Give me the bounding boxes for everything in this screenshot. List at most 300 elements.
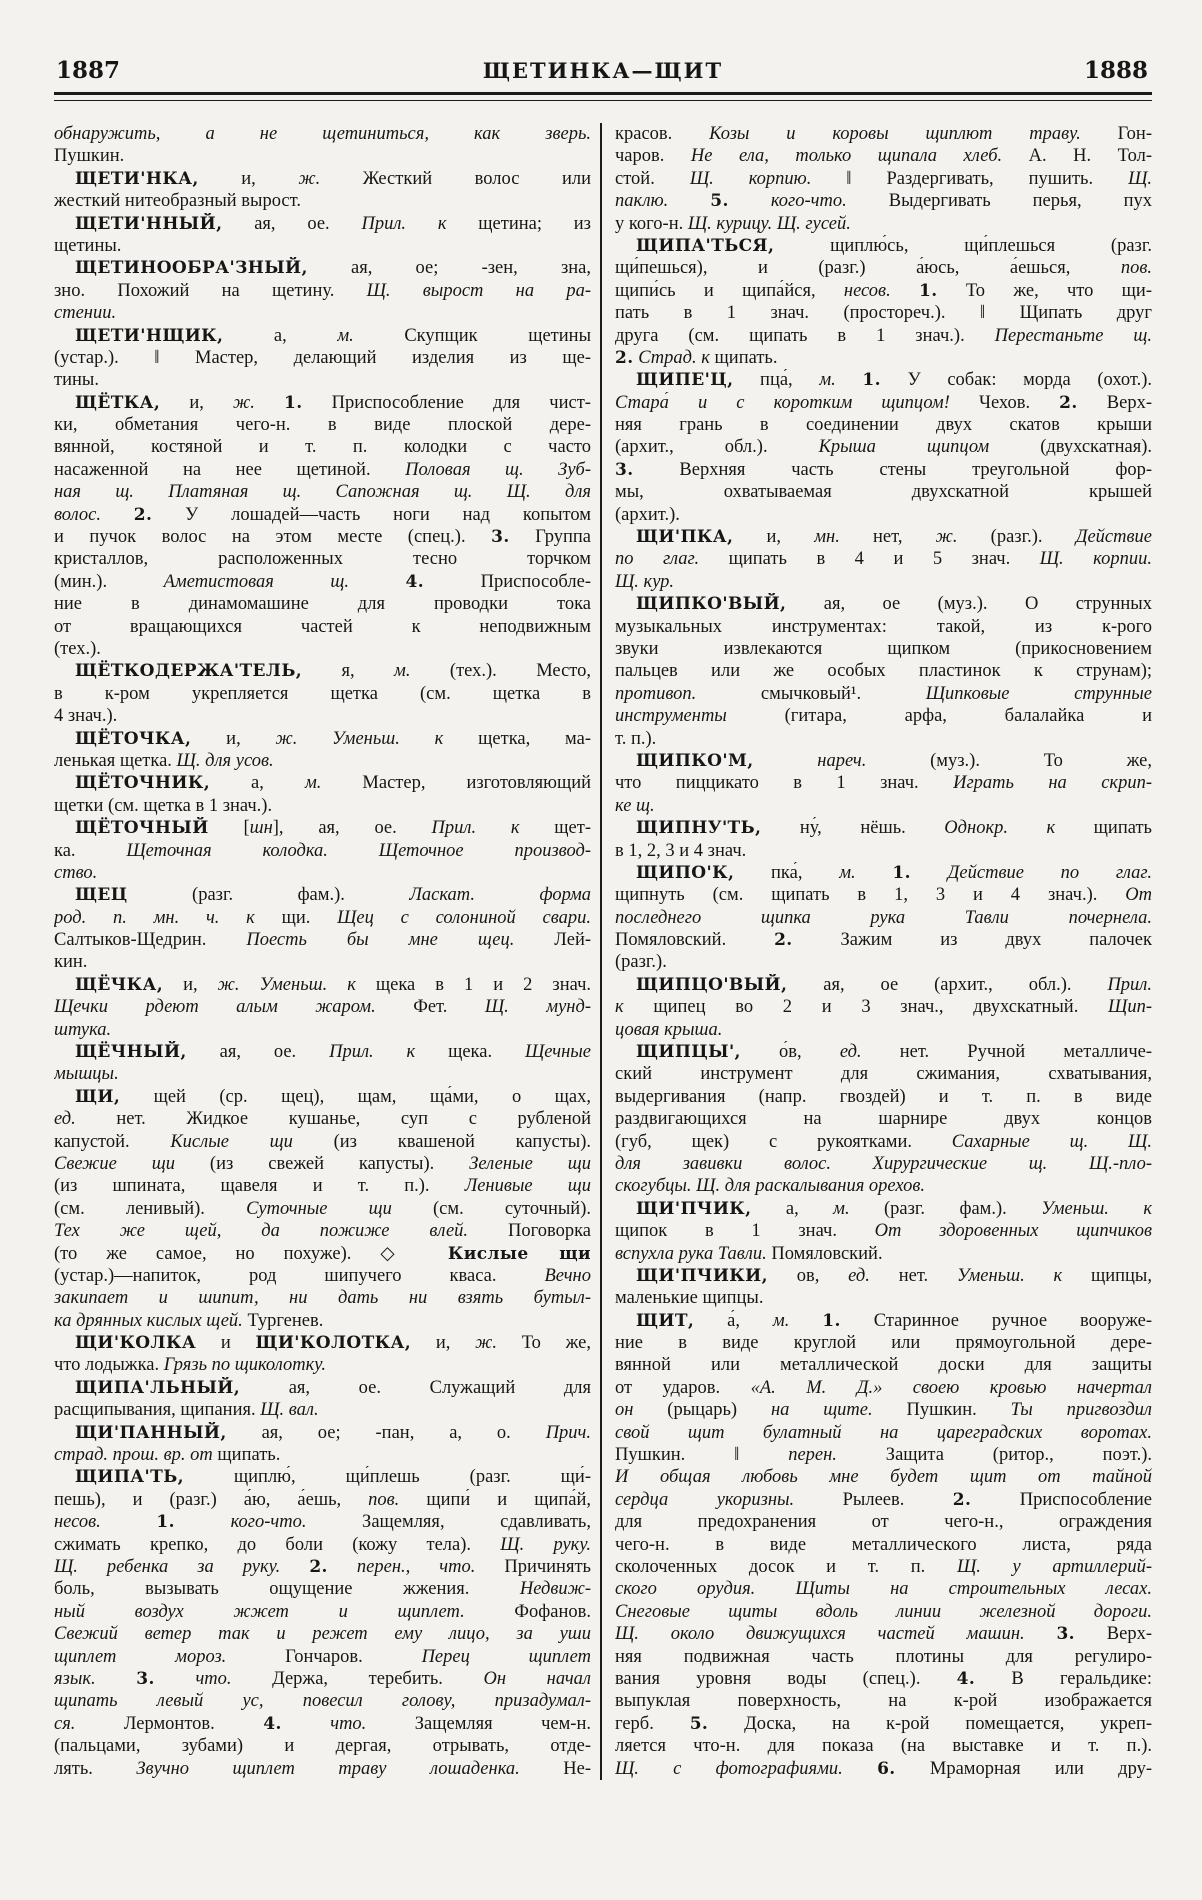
text-line: [54, 548, 591, 570]
text-line: [54, 1265, 591, 1287]
text-line: [615, 817, 1152, 839]
text-segment: [789, 1311, 822, 1331]
headword-segment: 1.: [283, 392, 303, 413]
text-line: [54, 481, 591, 503]
text-segment: Тургенев.: [242, 1310, 324, 1331]
text-segment: стении.: [54, 303, 117, 324]
text-segment: Страд. к: [638, 347, 710, 368]
text-line: [54, 1646, 591, 1668]
text-segment: У собак: морда (охот.).: [880, 370, 1152, 391]
text-segment: сколоченных досок и т. п.: [615, 1557, 957, 1577]
text-segment: (разг.).: [615, 952, 667, 973]
text-segment: (тех.). Место,: [410, 661, 591, 682]
text-line: [615, 1690, 1152, 1712]
headword-segment: ЩЁЧКА,: [75, 974, 164, 995]
text-segment: То же, что щи-: [937, 280, 1152, 301]
text-segment: [843, 1759, 877, 1779]
text-segment: (губ, щек) с рукоятками.: [615, 1131, 952, 1152]
headword-segment: ЩЁТОЧНЫЙ: [75, 818, 209, 839]
text-segment: Пушкин.: [872, 1400, 1011, 1421]
text-line: [615, 1041, 1152, 1063]
text-segment: [155, 1669, 196, 1689]
text-segment: щетины.: [54, 235, 122, 256]
text-segment: кого-что.: [770, 191, 847, 212]
text-line: [54, 1578, 591, 1600]
text-segment: Щ.: [1128, 168, 1152, 189]
text-segment: расщипывания, щипания.: [54, 1400, 261, 1421]
text-segment: Уменьш. к: [1041, 1198, 1152, 1219]
text-segment: а,: [751, 1198, 834, 1219]
text-segment: пальцев или же особых пластинок к струнам);: [615, 661, 1152, 682]
text-segment: Салтыков-Щедрин.: [54, 930, 247, 951]
headword-segment: ЩЕТИ'НКА,: [75, 168, 199, 189]
text-line: [615, 1287, 1152, 1309]
text-line: [615, 1601, 1152, 1623]
text-segment: тины.: [54, 370, 99, 391]
text-segment: Щ. курицу. Щ. гусей.: [687, 213, 851, 234]
headword-segment: 1.: [822, 1310, 841, 1331]
text-segment: Поесть бы мне щец.: [246, 930, 515, 951]
text-segment: я,: [302, 661, 395, 682]
text-segment: друга (см. щипать в 1 знач.).: [615, 325, 995, 346]
text-line: [615, 1623, 1152, 1645]
text-segment: для предохранения от чего-н., ограждения: [615, 1512, 1152, 1533]
text-line: [54, 1063, 591, 1085]
text-line: [54, 1489, 591, 1511]
text-line: [54, 1713, 591, 1735]
headword-segment: 3.: [136, 1668, 155, 1689]
text-segment: м.: [304, 773, 322, 794]
text-segment: щипцы,: [1062, 1265, 1152, 1286]
text-segment: нет,: [839, 527, 936, 548]
text-segment: Щ. руку.: [500, 1534, 591, 1555]
running-head: [54, 56, 1152, 90]
text-segment: сжимать крепко, до боли (кожу тела).: [54, 1534, 501, 1555]
text-line: [54, 1086, 591, 1108]
text-segment: волос.: [54, 504, 134, 525]
text-line: [54, 1735, 591, 1757]
text-segment: Мастер, изготовляющий: [321, 773, 591, 794]
text-line: [54, 1153, 591, 1175]
text-segment: ], ая, ое.: [272, 818, 432, 839]
text-segment: Прил. к: [329, 1042, 416, 1063]
text-line: [615, 1265, 1152, 1287]
headword-segment: ЩИТ,: [636, 1310, 695, 1331]
text-line: [615, 280, 1152, 302]
text-line: [615, 996, 1152, 1018]
text-segment: сердца укоризны.: [615, 1489, 795, 1510]
text-line: [615, 840, 1152, 862]
text-segment: Приспособле-: [424, 571, 591, 592]
text-segment: и пучок волос на этом месте (спец.).: [54, 527, 492, 548]
headword-segment: ЩИПКО'М,: [636, 750, 754, 771]
text-line: [54, 683, 591, 705]
text-line: [54, 593, 591, 615]
text-line: [54, 1601, 591, 1623]
text-segment: Щ. корпию.: [689, 168, 812, 189]
text-segment: жесткий нитеобразный вырост.: [54, 191, 301, 212]
text-segment: ский инструмент для сжимания, схватывания,: [615, 1064, 1152, 1085]
text-line: [615, 1310, 1152, 1332]
text-segment: Кислые щи: [170, 1131, 293, 1152]
text-segment: Действие по глаг.: [947, 862, 1152, 883]
text-line: [615, 929, 1152, 951]
text-line: [615, 1175, 1152, 1197]
text-segment: [891, 281, 919, 301]
text-segment: Гончаров.: [226, 1646, 422, 1667]
text-line: [615, 907, 1152, 929]
headword-segment: ЩЕТИ'ННЫЙ,: [75, 213, 223, 234]
text-line: [615, 190, 1152, 212]
headword-segment: ЩИПЕ'Ц,: [636, 370, 734, 391]
text-line: [54, 638, 591, 660]
text-line: [54, 616, 591, 638]
text-segment: От здоровенных щипчиков: [874, 1221, 1152, 1242]
headword-segment: 5.: [689, 1713, 709, 1734]
headword-segment: ЩИПЦО'ВЫЙ,: [636, 974, 788, 995]
text-line: [615, 436, 1152, 458]
text-segment: страд. прош. вр. от: [54, 1445, 213, 1466]
text-segment: Защита (ритор., поэт.).: [836, 1445, 1152, 1466]
text-segment: противоп.: [615, 683, 697, 704]
text-line: [54, 504, 591, 526]
text-line: [615, 1332, 1152, 1354]
headword-segment: ЩЁТОЧКА,: [75, 728, 192, 749]
text-line: [615, 593, 1152, 615]
text-segment: кристаллов, расположенных тесно торчком: [54, 549, 591, 570]
headword-segment: 2.: [1059, 392, 1078, 413]
text-line: [615, 571, 1152, 593]
text-segment: Уменьш. к: [956, 1265, 1063, 1286]
text-segment: няя подвижная часть плотины для регулиро-: [615, 1646, 1152, 1667]
text-segment: ж. Уменьш. к: [275, 728, 444, 749]
text-segment: штука.: [54, 1019, 112, 1040]
headword-segment: 3.: [615, 459, 634, 480]
text-segment: и,: [198, 168, 299, 189]
headword-segment: ЩЕЦ: [75, 885, 128, 906]
text-line: [615, 526, 1152, 548]
text-segment: щиплю́сь, щи́плешься (разг.: [774, 235, 1152, 256]
text-segment: Старинное ручное вооруже-: [840, 1310, 1152, 1331]
text-segment: а,: [223, 325, 338, 346]
text-line: [615, 884, 1152, 906]
text-segment: пца́,: [733, 370, 820, 391]
text-segment: и,: [191, 728, 276, 749]
text-line: [54, 571, 591, 593]
text-line: [615, 1489, 1152, 1511]
text-segment: скогубцы. Щ. для раскалывания орехов.: [615, 1176, 926, 1197]
text-line: [615, 1086, 1152, 1108]
text-segment: пка́,: [734, 862, 840, 883]
text-line: [54, 1310, 591, 1332]
headword-segment: ЩИПА'ТЬ,: [75, 1467, 184, 1488]
text-line: [54, 1534, 591, 1556]
text-line: [615, 1108, 1152, 1130]
text-line: [54, 190, 591, 212]
text-line: [615, 459, 1152, 481]
text-segment: ского орудия. Щиты на строительных лесах.: [615, 1579, 1152, 1600]
text-segment: ед.: [848, 1265, 870, 1286]
headword-segment: ЩИ,: [75, 1086, 121, 1107]
text-line: [54, 347, 591, 369]
text-segment: Щечки рдеют алым жаром.: [54, 997, 376, 1018]
text-segment: и,: [411, 1333, 476, 1354]
text-segment: Играть на скрип-: [953, 773, 1152, 794]
text-segment: щека.: [415, 1042, 525, 1063]
text-segment: Лей-: [514, 930, 591, 951]
text-segment: от ударов.: [615, 1377, 751, 1398]
text-segment: Он начал: [483, 1668, 591, 1689]
text-line: [615, 1019, 1152, 1041]
page-number-left: 1887: [56, 57, 121, 84]
text-segment: пов.: [368, 1489, 400, 1510]
text-segment: Помяловский.: [615, 930, 775, 951]
text-segment: щипец во 2 и 3 знач., двухскатный.: [623, 997, 1109, 1018]
text-segment: нареч.: [817, 750, 867, 771]
text-line: [615, 1646, 1152, 1668]
text-segment: (рыцарь): [633, 1400, 771, 1421]
text-segment: У лошадей—часть ноги над копытом: [152, 504, 591, 525]
text-segment: свой щит булатный на цареградских воротах.: [615, 1422, 1152, 1443]
headword-segment: 1.: [862, 370, 881, 391]
text-segment: (см. суточный).: [391, 1198, 591, 1219]
column-divider: [600, 123, 602, 1780]
headword-segment: ЩИ'КОЛОТКА,: [255, 1333, 412, 1354]
text-segment: Щ. у артиллерий-: [956, 1557, 1152, 1577]
text-segment: ство.: [54, 862, 98, 883]
text-line: [54, 1466, 591, 1488]
text-segment: щетка, ма-: [443, 728, 591, 749]
text-segment: ‖ Раздергивать, пушить.: [811, 168, 1129, 189]
text-segment: Аметистовая щ.: [163, 571, 406, 592]
text-segment: щипать в 4 и 5 знач.: [699, 549, 1040, 570]
text-segment: Зажим из двух палочек: [792, 930, 1152, 951]
text-segment: на щите.: [770, 1400, 873, 1421]
text-segment: что.: [195, 1668, 232, 1689]
text-segment: Щ. около движущихся частей машин.: [615, 1624, 1025, 1645]
text-segment: щипок в 1 знач.: [615, 1221, 875, 1242]
text-segment: [175, 1512, 231, 1532]
text-segment: (муз.). То же,: [866, 750, 1152, 771]
text-segment: Скупщик щетины: [353, 325, 591, 346]
text-line: [615, 750, 1152, 772]
headword-segment: ЩИ'КОЛКА: [75, 1333, 197, 1354]
text-segment: он: [615, 1400, 634, 1421]
text-line: [54, 1243, 591, 1265]
text-line: [54, 840, 591, 862]
text-line: [615, 1735, 1152, 1757]
text-segment: щека в 1 и 2 знач.: [355, 974, 591, 995]
text-segment: а́,: [694, 1310, 773, 1331]
text-segment: ная щ. Платяная щ. Сапожная щ. Щ. для: [54, 482, 591, 503]
text-segment: ке щ.: [615, 795, 655, 816]
text-segment: То же,: [496, 1333, 591, 1354]
text-segment: Снеговые щиты вдоль линии железной дороги.: [615, 1601, 1152, 1622]
text-segment: вянной или металлической доски для защиты: [615, 1355, 1152, 1376]
text-line: [54, 280, 591, 302]
text-segment: выдергивания (напр. гвоздей) и т. п. в виде: [615, 1086, 1152, 1107]
text-segment: в 1, 2, 3 и 4 знач.: [615, 840, 747, 861]
text-segment: м.: [839, 862, 856, 883]
text-segment: щипи́ и щипа́й,: [399, 1489, 591, 1510]
text-line: [615, 1713, 1152, 1735]
text-segment: А. Н. Тол-: [1002, 146, 1152, 167]
text-line: [54, 1422, 591, 1444]
headword-segment: ЩЁЧНЫЙ,: [75, 1042, 187, 1063]
text-line: [54, 168, 591, 190]
text-segment: закипает и шипит, ни дать ни взять бутыл-: [54, 1288, 591, 1309]
text-line: [54, 459, 591, 481]
text-segment: [729, 191, 771, 211]
text-segment: что.: [330, 1713, 367, 1734]
text-line: [54, 1332, 591, 1354]
text-segment: мышцы.: [54, 1064, 119, 1085]
text-line: [615, 302, 1152, 324]
headword-segment: ЩЁТКОДЕРЖА'ТЕЛЬ,: [75, 661, 303, 682]
text-segment: Свежий ветер так и режет ему лицо, за уши: [54, 1624, 591, 1645]
text-segment: Свежие щи: [54, 1153, 175, 1174]
text-line: [54, 1377, 591, 1399]
text-segment: (пальцами, зубами) и дергая, отрывать, отде-: [54, 1736, 591, 1757]
text-segment: род. п. мн. ч. к: [54, 907, 255, 928]
text-line: [54, 1175, 591, 1197]
headword-segment: ЩЕТИ'НЩИК,: [75, 325, 224, 346]
page-number-right: 1888: [1083, 57, 1148, 84]
text-line: [54, 1198, 591, 1220]
text-segment: щипать левый ус, повесил голову, призадумал-: [54, 1691, 591, 1712]
text-segment: перен.: [788, 1445, 837, 1466]
text-segment: Сахарные щ. Щ.: [951, 1131, 1152, 1152]
text-segment: Не-: [519, 1758, 591, 1779]
text-segment: Щ. корпии.: [1039, 549, 1152, 570]
text-segment: (разг.).: [957, 527, 1076, 548]
text-segment: ки, обметания чего-н. в виде плоской дере-: [54, 415, 591, 436]
text-segment: шн: [249, 818, 273, 839]
text-segment: пов.: [1120, 258, 1152, 279]
text-line: [54, 884, 591, 906]
text-segment: и,: [160, 392, 234, 413]
headword-segment: ЩИ'ПКА,: [636, 527, 734, 548]
headword-segment: Кислые щи: [447, 1243, 591, 1264]
text-segment: ж.: [475, 1333, 497, 1354]
text-segment: красов.: [615, 124, 710, 144]
text-line: [54, 996, 591, 1018]
text-line: [615, 1377, 1152, 1399]
text-segment: Щипковые струнные: [925, 683, 1152, 704]
text-segment: в к-ром укрепляется щетка (см. щетка в: [54, 683, 591, 704]
text-segment: От: [1125, 885, 1152, 906]
text-segment: Прил. к: [361, 213, 447, 234]
text-segment: смычковый¹.: [696, 683, 926, 704]
text-segment: по глаг.: [615, 549, 700, 570]
text-segment: няя грань в соединении двух скатов крыши: [615, 415, 1152, 436]
text-line: [615, 347, 1152, 369]
text-line: [615, 369, 1152, 391]
text-segment: И общая любовь мне будет щит от тайной: [615, 1467, 1152, 1488]
text-line: [54, 772, 591, 794]
text-segment: Суточные щи: [246, 1198, 392, 1219]
headword-segment: ЩИПА'ЛЬНЫЙ,: [75, 1377, 241, 1398]
headword-segment: ЩИПО'К,: [636, 862, 735, 883]
text-segment: (из шпината, щавеля и т. п.).: [54, 1176, 465, 1197]
text-segment: для завивки волос. Хирургические щ. Щ.-пло-: [615, 1153, 1152, 1174]
text-segment: несов.: [843, 280, 891, 301]
text-segment: щипнуть (см. щипать в 1, 3 и 4 знач.).: [615, 885, 1126, 906]
text-segment: [754, 751, 818, 771]
text-line: [615, 1444, 1152, 1466]
text-segment: пать в 1 знач. (простореч.). ‖ Щипать друг: [615, 303, 1152, 324]
text-line: [54, 1758, 591, 1780]
text-segment: нет. Жидкое кушанье, суп с рубленой: [75, 1109, 591, 1130]
text-line: [615, 1556, 1152, 1578]
text-line: [54, 1399, 591, 1421]
text-segment: и: [196, 1333, 256, 1354]
text-line: [615, 951, 1152, 973]
text-segment: пешь), и (разг.) а́ю, а́ешь,: [54, 1489, 369, 1510]
text-segment: ляется что-н. для показа (на выставке и т. п.).: [615, 1736, 1152, 1757]
headword-segment: 2.: [615, 347, 634, 368]
text-line: [54, 325, 591, 347]
text-segment: ка.: [54, 840, 127, 861]
text-segment: (мин.).: [54, 571, 164, 592]
headword-segment: 4.: [956, 1668, 976, 1689]
text-segment: Выдергивать перья, пух: [846, 191, 1152, 212]
text-segment: Перец щиплет: [421, 1646, 591, 1667]
text-segment: ный воздух жжет и щиплет.: [54, 1601, 465, 1622]
page-title: ЩЕТИНКА—ЩИТ: [482, 58, 724, 83]
text-segment: лять.: [54, 1758, 137, 1779]
text-segment: Ты пригвоздил: [1010, 1400, 1152, 1421]
text-segment: 4 знач.).: [54, 706, 118, 727]
text-segment: что лодыжка.: [54, 1355, 164, 1376]
text-line: [54, 1019, 591, 1041]
text-segment: Пушкин. ‖: [615, 1445, 789, 1466]
text-segment: раздвигающихся на шарнире двух концов: [615, 1109, 1152, 1130]
headword-segment: ЩИ'ПЧИКИ,: [636, 1265, 768, 1286]
text-segment: Прич.: [545, 1422, 591, 1443]
left-column: [54, 123, 591, 1780]
text-line: [615, 1243, 1152, 1265]
text-segment: м.: [819, 370, 836, 391]
headword-segment: ЩЁТОЧНИК,: [75, 773, 211, 794]
text-line: [54, 1444, 591, 1466]
text-segment: к: [615, 997, 624, 1018]
text-segment: Щ. с фотографиями.: [615, 1758, 843, 1779]
text-segment: обнаружить, а не щетиниться, как зверь.: [54, 124, 591, 144]
text-line: [615, 616, 1152, 638]
text-segment: (тех.).: [54, 638, 101, 659]
text-segment: (из квашеной капусты).: [292, 1131, 591, 1152]
headword-segment: ЩИПЦЫ',: [636, 1042, 741, 1063]
text-segment: выпуклая поверхность, на к-рой изображается: [615, 1691, 1152, 1712]
text-line: [54, 907, 591, 929]
text-segment: Звучно щиплет траву лошаденка.: [136, 1758, 520, 1779]
text-line: [54, 213, 591, 235]
headword-segment: 2.: [133, 504, 153, 525]
text-segment: Грязь по щиколотку.: [163, 1355, 326, 1376]
text-line: [615, 1063, 1152, 1085]
text-segment: ед.: [839, 1042, 862, 1063]
text-columns: [54, 123, 1152, 1780]
text-segment: Фет.: [375, 997, 485, 1018]
text-segment: (архит.).: [615, 504, 680, 525]
text-line: [615, 123, 1152, 145]
text-segment: стой.: [615, 168, 690, 189]
text-line: [615, 1534, 1152, 1556]
text-segment: ленькая щетка.: [54, 750, 177, 771]
text-line: [615, 1422, 1152, 1444]
text-segment: перен., что.: [356, 1557, 476, 1577]
